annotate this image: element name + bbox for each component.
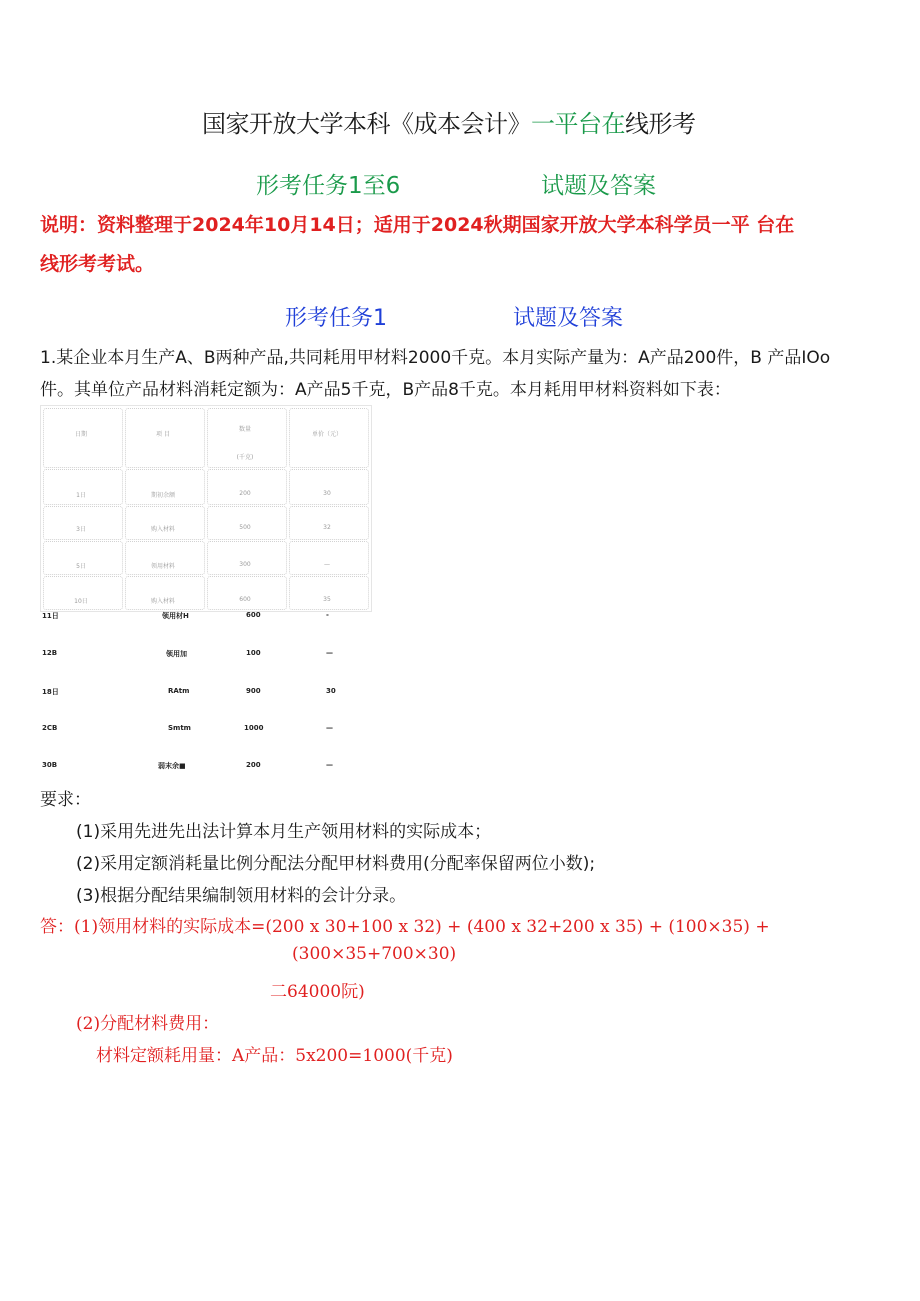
row4-price: 35 <box>323 596 331 603</box>
requirements-heading: 要求： <box>40 790 91 810</box>
row1-date: 1日 <box>76 492 86 499</box>
row4-date: 10日 <box>74 598 88 605</box>
lower-row5-item: 弱末余■ <box>158 762 186 770</box>
lower-row4-date: 2CB <box>42 724 58 732</box>
lower-row2-price: — <box>326 649 333 657</box>
lower-row5-price: — <box>326 761 333 769</box>
answer-line-3: 二64000阮) <box>270 982 365 1002</box>
header-qty-unit: (千克) <box>236 454 254 461</box>
lower-row3-item: RAtm <box>168 687 190 695</box>
answer-line-4: (2)分配材料费用： <box>76 1014 220 1034</box>
answer-line-2: (300×35+700×30) <box>292 944 457 964</box>
lower-row1-qty: 600 <box>246 611 261 619</box>
lower-row1-item: 领用材H <box>162 612 189 620</box>
lower-row2-qty: 100 <box>246 649 261 657</box>
lower-row1-date: 11日 <box>42 612 59 620</box>
question-line-2: 件。其单位产品材料消耗定额为：A产品5千克，B产品8千克。本月耗用甲材料资料如下表： <box>40 380 731 400</box>
row2-date: 3日 <box>76 526 86 533</box>
header-date: 日期 <box>74 431 87 438</box>
note-line-2: 线形考考试。 <box>40 253 155 275</box>
row4-item: 购入材料 <box>150 598 175 605</box>
subtitle-right: 试题及答案 <box>541 173 656 199</box>
subtitle-left: 形考任务1至6 <box>256 173 401 199</box>
row3-item: 领用材料 <box>150 563 175 570</box>
title-part1: 国家开放大学本科《成本会计》 <box>202 110 531 138</box>
requirement-item-1: (1)采用先进先出法计算本月生产领用材料的实际成本； <box>76 822 492 842</box>
header-item: 项 目 <box>156 431 170 438</box>
row2-item: 购入材料 <box>150 526 175 533</box>
row4-qty: 600 <box>239 596 251 603</box>
requirement-item-3: (3)根据分配结果编制领用材料的会计分录。 <box>76 886 407 906</box>
row3-date: 5日 <box>76 563 86 570</box>
row1-qty: 200 <box>239 490 251 497</box>
header-price: 单价（元） <box>311 431 342 438</box>
row3-qty: 300 <box>239 561 251 568</box>
lower-row5-qty: 200 <box>246 761 261 769</box>
title-part3: 线形考 <box>625 110 696 138</box>
material-table-lower <box>0 0 400 800</box>
note-line-1: 说明：资料整理于2024年10月14日；适用于2024秋期国家开放大学本科学员一平 台在 <box>40 214 795 236</box>
header-qty: 数量 <box>238 426 251 433</box>
answer-line-5: 材料定额耗用量：A产品：5x200=1000(千克) <box>96 1046 453 1066</box>
lower-row3-qty: 900 <box>246 687 261 695</box>
lower-row4-price: — <box>326 724 333 732</box>
title-part2: 一平台在 <box>531 110 625 138</box>
lower-row3-price: 30 <box>326 687 336 695</box>
task-title-left: 形考任务1 <box>285 306 387 331</box>
lower-row3-date: 18日 <box>42 688 59 696</box>
lower-row2-date: 12B <box>42 649 58 657</box>
row2-price: 32 <box>323 524 331 531</box>
row1-item: 期初余额 <box>150 492 175 499</box>
task-title-right: 试题及答案 <box>513 306 624 331</box>
lower-row4-item: Smtm <box>168 724 191 732</box>
row3-price: — <box>324 561 330 568</box>
requirement-item-2: (2)采用定额消耗量比例分配法分配甲材料费用(分配率保留两位小数); <box>76 854 596 874</box>
row1-price: 30 <box>323 490 331 497</box>
lower-row4-qty: 1000 <box>244 724 264 732</box>
row2-qty: 500 <box>239 524 251 531</box>
lower-row5-date: 30B <box>42 761 58 769</box>
question-line-1: 1.某企业本月生产A、B两种产品,共同耗用甲材料2000千克。本月实际产量为：A产品200件，B 产品IOo <box>40 348 831 368</box>
answer-line-1: 答：(1)领用材料的实际成本=(200 x 30+100 x 32) + (400 x 32+200 x 35) + (100×35) + <box>40 917 770 937</box>
lower-row1-price: - <box>326 611 329 619</box>
lower-row2-item: 领用加 <box>166 650 187 658</box>
